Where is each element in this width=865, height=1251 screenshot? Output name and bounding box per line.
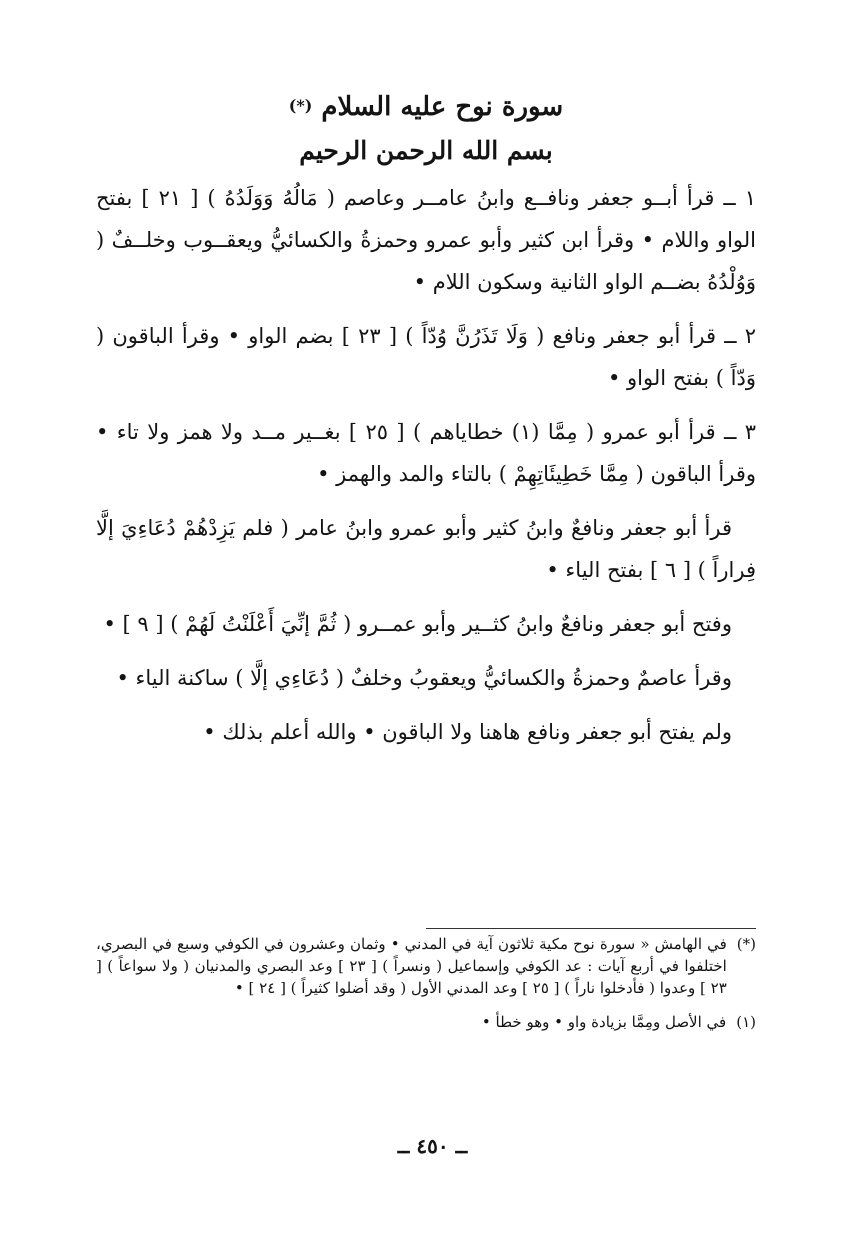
- page-content: [96, 88, 756, 765]
- footnote-marker: (*): [736, 935, 756, 953]
- page-number: ــ ٤٥٠ ــ: [397, 1134, 468, 1158]
- footnote-text: في الهامش « سورة نوح مكية ثلاثون آية في المدني • وثمان وعشرون في الكوفي وسبع في البصري، اختلفوا في أربع آيات : عد الكوفي وإسماعيل ( ونسراً ) [ ٢٣ ] وعد البصري والمدنيان ( ولا سواعاً ) [ ٢٣ ] وعدوا ( فأدخلوا ناراً ) [ ٢٥ ] وعد المدني الأول ( وقد أضلوا كثيراً ) [ ٢٤ ] •: [96, 935, 727, 997]
- paragraph-1: ١ ــ قرأ أبــو جعفر ونافــع وابنُ عامــر وعاصم ( مَالُهُ وَوَلَدُهُ ) [ ٢١ ] بفتح الواو واللام • وقرأ ابن كثير وأبو عمرو وحمزةُ والكسائيُّ ويعقــوب وخلــفٌ ( وَوُلْدُهُ بضــم الواو الثانية وسكون اللام •: [96, 186, 756, 294]
- footnote-1: [96, 933, 756, 999]
- main-text: [96, 177, 756, 753]
- paragraph-3: ٣ ــ قرأ أبو عمرو ( مِمَّا (١) خطاياهم ) [ ٢٥ ] بغــير مــد ولا همز ولا تاء • وقرأ الباقون ( مِمَّا خَطِيئَاتِهِمْ ) بالتاء والمد والهمز •: [96, 420, 756, 486]
- footnote-text: في الأصل ومِمَّا بزيادة واو • وهو خطأ •: [481, 1013, 727, 1031]
- title-footnote-mark: (*): [288, 96, 313, 115]
- footnote-divider: [426, 928, 756, 929]
- paragraph-7: ولم يفتح أبو جعفر ونافع هاهنا ولا الباقون • والله أعلم بذلك •: [203, 720, 732, 744]
- surah-title-text: سورة نوح عليه السلام: [321, 92, 564, 122]
- paragraph-2: ٢ ــ قرأ أبو جعفر ونافع ( وَلَا تَذَرُنَّ وُدّاً ) [ ٢٣ ] بضم الواو • وقرأ الباقون ( وَدّاً ) بفتح الواو •: [96, 324, 756, 390]
- basmala: بسم الله الرحمن الرحيم: [299, 136, 553, 165]
- paragraph-6: وقرأ عاصمٌ وحمزةُ والكسائيُّ ويعقوبُ وخلفٌ ( دُعَاءِي إلَّا ) ساكنة الياء •: [116, 666, 732, 690]
- paragraph-5: وفتح أبو جعفر ونافعٌ وابنُ كثــير وأبو عمــرو ( ثُمَّ إنِّيَ أَعْلَنْتُ لَهُمْ ) [ ٩ ] •: [103, 612, 732, 636]
- footnotes: [96, 928, 756, 1045]
- footnote-marker: (١): [736, 1013, 756, 1031]
- surah-title: [96, 88, 756, 125]
- footnote-2: [96, 1011, 756, 1033]
- paragraph-4: قرأ أبو جعفر ونافعٌ وابنُ كثير وأبو عمرو وابنُ عامر ( فلم يَزِدْهُمْ دُعَاءِيَ إلَّا فِراراً ) [ ٦ ] بفتح الياء •: [96, 516, 756, 582]
